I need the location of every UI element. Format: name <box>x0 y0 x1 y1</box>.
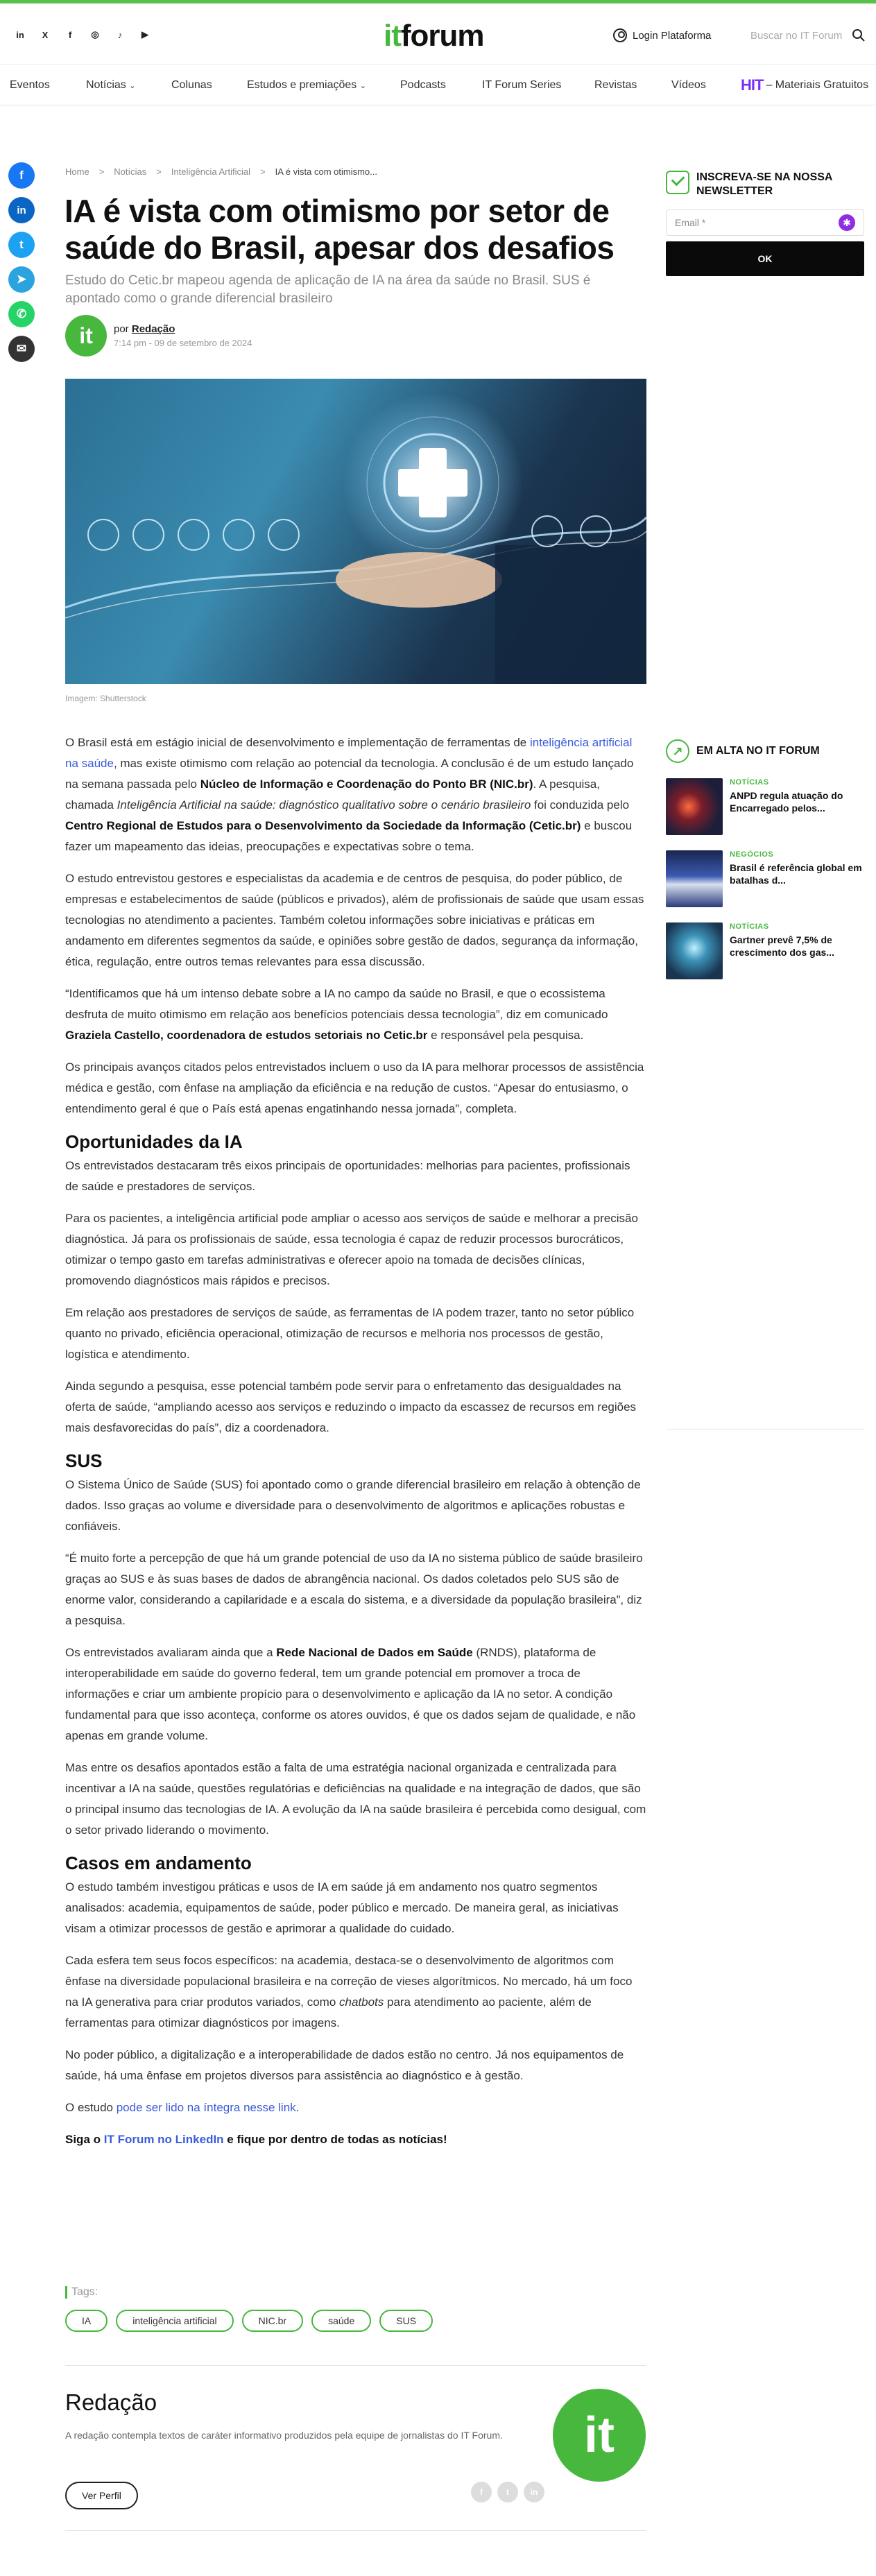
text: Cada esfera tem seus focos específicos: na academia, destaca-se o desenvolvimento de algoritmos com ênfase na diversidade populacional brasileira e na correção de vieses algorítmicos. No mercado, há um foco na IA generativa para criar produtos variados, como <box>65 1954 633 2009</box>
author-prefix: por <box>114 323 129 335</box>
bold-text: Graziela Castello, coordenadora de estudos setoriais no Cetic.br <box>65 1029 428 1042</box>
author-link[interactable]: Redação <box>131 323 175 335</box>
nav-noticias-label: Notícias <box>86 79 126 91</box>
paragraph: “É muito forte a percepção de que há um grande potencial de uso da IA no sistema público de saúde brasileiro graças ao SUS e às suas bases de dados de abrangência nacional. Os dados coletados pelo SUS são de enorme valor, considerando a capilaridade e a escala do sistema, e a diversidade da população brasileira”, diz a pesquisa. <box>65 1552 643 1627</box>
newsletter-title: INSCREVA-SE NA NOSSA NEWSLETTER <box>696 171 832 197</box>
trending-thumbnail <box>666 922 723 979</box>
trending-headline: ANPD regula atuação do Encarregado pelos... <box>730 790 843 814</box>
author-byline <box>65 315 252 357</box>
paragraph: O estudo entrevistou gestores e especialistas da academia e de centros de pesquisa, do poder público, de empresas e estabelecimentos de saúde (públicos e privados), além de profissionais de saúde que usam essas tecnologias no atendimento a pacientes. Também coletou informações sobre iniciativas e práticas em andamento em diferentes segmentos da saúde, e opiniões sobre gestão de dados, segurança da informação, ética, regulação, entre outros temas relevantes para essa discussão. <box>65 872 644 968</box>
tag-ia[interactable]: IA <box>65 2310 108 2332</box>
paragraph: Ainda segundo a pesquisa, esse potencial também pode servir para o enfretamento das desigualdades na oferta de saúde, “ampliando acesso aos serviços e reduzindo o impacto da escassez de recursos em regiões mais desfavorecidas do país”, diz a coordenadora. <box>65 1380 637 1434</box>
text: O Brasil está em estágio inicial de desenvolvimento e implementação de ferramentas de <box>65 736 530 749</box>
twitter-icon[interactable]: t <box>497 2482 518 2502</box>
header-social-links <box>12 27 153 42</box>
newsletter-submit-button[interactable]: OK <box>666 241 864 276</box>
paragraph: Os principais avanços citados pelos entrevistados incluem o uso da IA para melhorar processos de assistência médica e gestão, com ênfase na ampliação da eficiência e na redução de custos. “Apesar do entusiasmo, o entendimento geral é que o País está apenas engatinhando nessa jornada”, completa. <box>65 1061 644 1115</box>
nav-estudos[interactable] <box>247 79 366 92</box>
nav-eventos[interactable]: Eventos <box>10 79 50 91</box>
main-nav <box>0 65 876 105</box>
paragraph <box>65 2097 646 2118</box>
hero-illustration <box>65 379 646 684</box>
newsletter-widget <box>666 171 864 276</box>
search-icon[interactable] <box>852 28 866 42</box>
hero-image <box>65 379 646 684</box>
avatar[interactable]: it <box>65 315 107 357</box>
instagram-icon[interactable]: ◎ <box>91 29 99 40</box>
paragraph: Mas entre os desafios apontados estão a falta de uma estratégia nacional organizada e centralizada para incentivar a IA na saúde, questões regulatórias e deficiências na qualidade e na integração de dados, que são o principal insumo das tecnologias de IA. A evolução da IA na saúde brasileira é percebida como desigual, com o setor privado liderando o movimento. <box>65 1761 646 1837</box>
paragraph: Em relação aos prestadores de serviços de saúde, as ferramentas de IA podem trazer, tanto no setor público quanto no privado, eficiência operacional, otimização de recursos e melhoria nos processos de gestão, logística e atendimento. <box>65 1306 635 1361</box>
facebook-icon[interactable]: f <box>68 29 72 40</box>
divider <box>65 2365 646 2366</box>
breadcrumb-ia[interactable]: Inteligência Artificial <box>171 166 251 177</box>
paragraph <box>65 984 646 1046</box>
text: para atendimento ao paciente, além de ferramentas para otimizar diagnósticos por imagens. <box>65 1995 592 2029</box>
x-icon[interactable]: X <box>42 29 49 40</box>
breadcrumb-current: IA é vista com otimismo... <box>275 166 377 177</box>
breadcrumb <box>65 166 377 177</box>
divider <box>65 2530 646 2531</box>
facebook-icon[interactable]: f <box>471 2482 492 2502</box>
trending-item[interactable] <box>666 850 864 907</box>
nav-noticias[interactable] <box>86 79 135 92</box>
text: . A pesquisa, chamada <box>65 778 600 812</box>
paragraph <box>65 2129 646 2150</box>
text: O estudo <box>65 2101 117 2114</box>
hit-logo: HIT <box>741 76 764 94</box>
article-body <box>65 732 646 2161</box>
breadcrumb-noticias[interactable]: Notícias <box>114 166 147 177</box>
paragraph: Os entrevistados destacaram três eixos principais de oportunidades: melhorias para pacientes, profissionais de saúde e prestadores de serviços. <box>65 1159 630 1193</box>
tiktok-icon[interactable]: ♪ <box>117 29 123 40</box>
tag-inteligencia-artificial[interactable]: inteligência artificial <box>116 2310 233 2332</box>
text: foi conduzida pelo <box>531 798 630 812</box>
email-placeholder: Email * <box>675 217 706 228</box>
login-label: Login Plataforma <box>633 29 712 42</box>
youtube-icon[interactable]: ▶ <box>141 29 148 40</box>
telegram-share-icon[interactable]: ➤ <box>8 266 35 293</box>
chevron-down-icon: ⌄ <box>359 82 366 90</box>
publish-date: 7:14 pm - 09 de setembro de 2024 <box>114 338 252 348</box>
page-subtitle: Estudo do Cetic.br mapeou agenda de aplicação de IA na área da saúde no Brasil. SUS é apontado como o grande diferencial brasileiro <box>65 273 591 306</box>
email-share-icon[interactable]: ✉ <box>8 336 35 362</box>
chevron-down-icon: ⌄ <box>129 82 136 90</box>
paragraph: O Sistema Único de Saúde (SUS) foi apontado como o grande diferencial brasileiro em relação à obtenção de dados. Isso graças ao volume e diversidade para o desenvolvimento de algoritmos e aplicações robustas e confiáveis. <box>65 1478 641 1533</box>
paragraph <box>65 1950 646 2034</box>
nav-videos[interactable]: Vídeos <box>671 79 706 91</box>
paragraph <box>65 1642 646 1746</box>
paragraph: O estudo também investigou práticas e usos de IA em saúde já em andamento nos quatro segmentos analisados: academia, equipamentos de saúde, poder público e mercado. De maneira geral, as iniciativas visam a otimizar processos de gestão e aprimorar a qualidade do cuidado. <box>65 1880 619 1935</box>
nav-revistas[interactable]: Revistas <box>594 79 637 91</box>
nav-estudos-label: Estudos e premiações <box>247 79 357 91</box>
trending-widget <box>666 739 864 979</box>
trending-icon: ↗ <box>666 739 689 763</box>
trending-item[interactable] <box>666 778 864 835</box>
facebook-share-icon[interactable]: f <box>8 162 35 189</box>
author-social-links <box>471 2482 544 2502</box>
bold-text: Siga o <box>65 2133 104 2146</box>
text: “Identificamos que há um intenso debate sobre a IA no campo da saúde no Brasil, e que o ecossistema desfruta de muito otimismo em relação aos benefícios potenciais dessa tecnologia”, diz em comunicado <box>65 987 608 1021</box>
autofill-icon[interactable]: ✱ <box>839 214 855 231</box>
nav-hit-materiais[interactable] <box>741 76 868 94</box>
text: . <box>295 2101 300 2114</box>
author-name <box>114 323 252 335</box>
trending-category: NOTÍCIAS <box>730 778 769 787</box>
email-field[interactable] <box>666 209 864 236</box>
italic-text: Inteligência Artificial na saúde: diagnóstico qualitativo sobre o cenário brasileiro <box>117 798 531 812</box>
logo-forum: forum <box>400 19 484 53</box>
trending-thumbnail <box>666 850 723 907</box>
trending-thumbnail <box>666 778 723 835</box>
tag-sus[interactable]: SUS <box>379 2310 433 2332</box>
image-caption: Imagem: Shutterstock <box>65 694 146 703</box>
nav-series[interactable]: IT Forum Series <box>482 79 562 91</box>
text: e buscou fazer um mapeamento das ideias, preocupações e expectativas sobre o tema. <box>65 819 633 853</box>
nav-colunas[interactable]: Colunas <box>171 79 212 91</box>
bold-text: Centro Regional de Estudos para o Desenvolvimento da Sociedade da Informação (Cetic.br) <box>65 819 581 832</box>
trending-title: EM ALTA NO IT FORUM <box>696 745 820 757</box>
twitter-share-icon[interactable]: t <box>8 232 35 258</box>
text: e responsável pela pesquisa. <box>427 1029 584 1042</box>
search-input[interactable]: Buscar no IT Forum <box>750 30 843 42</box>
author-box-description: A redação contempla textos de caráter informativo produzidos pela equipe de jornalistas do IT Forum. <box>65 2430 503 2441</box>
trending-category: NOTÍCIAS <box>730 922 769 931</box>
login-button[interactable] <box>613 28 711 42</box>
nav-podcasts[interactable]: Podcasts <box>400 79 446 91</box>
share-bar <box>8 162 35 362</box>
tag-list <box>65 2310 433 2332</box>
text: (RNDS), plataforma de interoperabilidade em saúde do governo federal, tem um grande potencial em promover a troca de informações e criar um ambiente propício para o desenvolvimento e aplicação da IA no setor. A condição fundamental para que isso aconteça, conforme os atores ouvidos, é que os dados sejam de qualidade, e não apenas em grande volume. <box>65 1646 636 1742</box>
author-box-title: Redação <box>65 2389 157 2415</box>
linkedin-icon[interactable]: in <box>16 29 24 40</box>
paragraph <box>65 732 646 857</box>
view-profile-button[interactable]: Ver Perfil <box>65 2482 138 2509</box>
paragraph: Para os pacientes, a inteligência artificial pode ampliar o acesso aos serviços de saúde e melhorar a precisão diagnóstica. Já para os profissionais de saúde, essa tecnologia é capaz de reduzir processos burocráticos, otimizar o tempo gasto em tarefas administrativas e oferecer apoio na tomada de decisões clínicas, promovendo diagnósticos mais rápidos e precisos. <box>65 1212 638 1287</box>
page-title: IA é vista com otimismo por setor de saúde do Brasil, apesar dos desafios <box>65 193 615 266</box>
trending-category: NEGÓCIOS <box>730 850 774 859</box>
section-heading: Oportunidades da IA <box>65 1131 243 1152</box>
tags-label: Tags: <box>65 2286 98 2299</box>
trending-headline: Brasil é referência global em batalhas d... <box>730 862 862 886</box>
author-logo: it <box>553 2389 646 2482</box>
linkedin-icon[interactable]: in <box>524 2482 544 2502</box>
bold-text: Rede Nacional de Dados em Saúde <box>276 1646 473 1659</box>
breadcrumb-separator: > <box>260 166 266 177</box>
trending-item[interactable] <box>666 922 864 979</box>
logo-it: it <box>384 19 401 53</box>
trending-headline: Gartner prevê 7,5% de crescimento dos gas... <box>730 934 834 958</box>
linkedin-follow-link[interactable]: IT Forum no LinkedIn <box>103 2133 224 2146</box>
breadcrumb-home[interactable]: Home <box>65 166 89 177</box>
tag-nic-br[interactable]: NIC.br <box>242 2310 303 2332</box>
breadcrumb-separator: > <box>98 166 105 177</box>
italic-text: chatbots <box>339 1995 384 2009</box>
text: , mas existe otimismo com relação ao potencial da tecnologia. A conclusão é de um estudo lançado na semana passada pelo <box>65 757 634 791</box>
bold-text: Núcleo de Informação e Coordenação do Ponto BR (NIC.br) <box>200 778 533 791</box>
site-logo[interactable] <box>384 19 484 53</box>
site-header <box>0 3 876 65</box>
text: Os entrevistados avaliaram ainda que a <box>65 1646 277 1659</box>
breadcrumb-separator: > <box>156 166 162 177</box>
paragraph: No poder público, a digitalização e a interoperabilidade de dados estão no centro. Já nos equipamentos de saúde, há uma ênfase em projetos diversos para assistência ao diagnóstico e à gestão. <box>65 2048 624 2082</box>
bold-text: e fique por dentro de todas as notícias! <box>223 2133 447 2146</box>
linkedin-share-icon[interactable]: in <box>8 197 35 223</box>
whatsapp-share-icon[interactable]: ✆ <box>8 301 35 327</box>
hit-label: – Materiais Gratuitos <box>766 79 869 91</box>
section-heading: Casos em andamento <box>65 1853 252 1873</box>
user-icon <box>613 28 627 42</box>
checkmark-icon <box>666 171 689 194</box>
section-heading: SUS <box>65 1450 103 1471</box>
tag-saude[interactable]: saúde <box>311 2310 371 2332</box>
ia-link[interactable]: inteligência artificial <box>529 736 633 749</box>
study-link[interactable]: pode ser lido na íntegra nesse link <box>116 2101 296 2114</box>
saude-link[interactable]: na saúde <box>65 757 114 770</box>
